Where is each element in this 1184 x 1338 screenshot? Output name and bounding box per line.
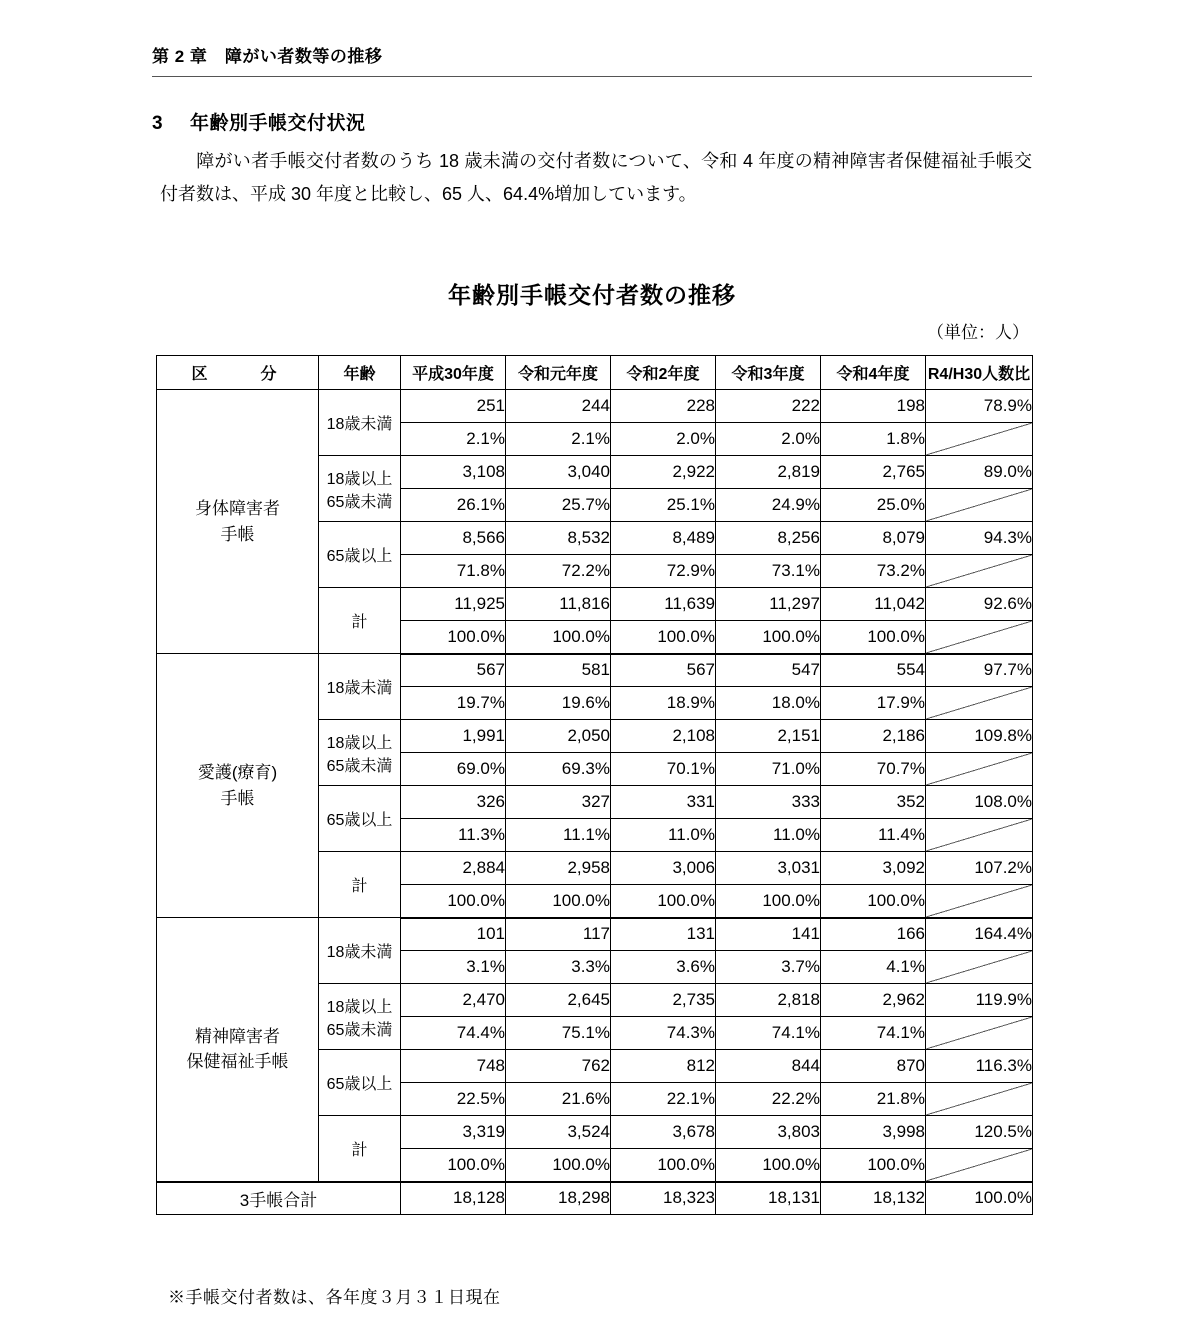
percent-cell: 2.1% bbox=[506, 423, 611, 456]
percent-cell: 11.0% bbox=[611, 819, 716, 852]
header-year-r2: 令和2年度 bbox=[611, 356, 716, 390]
percent-cell: 18.9% bbox=[611, 687, 716, 720]
ratio-cell: 164.4% bbox=[926, 918, 1033, 951]
count-cell: 222 bbox=[716, 390, 821, 423]
header-year-r1: 令和元年度 bbox=[506, 356, 611, 390]
percent-cell: 21.8% bbox=[821, 1083, 926, 1116]
ratio-cell: 97.7% bbox=[926, 654, 1033, 687]
count-cell: 11,297 bbox=[716, 588, 821, 621]
percent-cell: 3.1% bbox=[401, 951, 506, 984]
count-cell: 2,958 bbox=[506, 852, 611, 885]
percent-cell: 74.4% bbox=[401, 1017, 506, 1050]
slash-cell bbox=[926, 753, 1033, 786]
table-title: 年齢別手帳交付者数の推移 bbox=[448, 282, 736, 308]
percent-cell: 100.0% bbox=[611, 1149, 716, 1182]
table-header-row bbox=[157, 356, 1033, 390]
count-cell: 8,566 bbox=[401, 522, 506, 555]
count-cell: 2,819 bbox=[716, 456, 821, 489]
count-cell: 2,884 bbox=[401, 852, 506, 885]
percent-cell: 22.1% bbox=[611, 1083, 716, 1116]
age-cell: 計 bbox=[319, 1116, 401, 1182]
grand-total-count: 18,131 bbox=[716, 1182, 821, 1215]
header-kubun: 区 分 bbox=[157, 356, 319, 390]
percent-cell: 69.3% bbox=[506, 753, 611, 786]
count-cell: 547 bbox=[716, 654, 821, 687]
percent-cell: 18.0% bbox=[716, 687, 821, 720]
count-cell: 3,524 bbox=[506, 1116, 611, 1149]
ratio-cell: 108.0% bbox=[926, 786, 1033, 819]
percent-cell: 73.1% bbox=[716, 555, 821, 588]
percent-cell: 11.4% bbox=[821, 819, 926, 852]
count-cell: 2,962 bbox=[821, 984, 926, 1017]
percent-cell: 72.2% bbox=[506, 555, 611, 588]
count-cell: 117 bbox=[506, 918, 611, 951]
section-paragraph bbox=[160, 145, 1032, 212]
percent-cell: 3.7% bbox=[716, 951, 821, 984]
section-heading bbox=[152, 108, 366, 135]
count-cell: 3,678 bbox=[611, 1116, 716, 1149]
count-cell: 331 bbox=[611, 786, 716, 819]
age-cell: 18歳未満 bbox=[319, 654, 401, 720]
count-cell: 11,042 bbox=[821, 588, 926, 621]
count-cell: 2,050 bbox=[506, 720, 611, 753]
count-cell: 567 bbox=[611, 654, 716, 687]
percent-cell: 100.0% bbox=[401, 621, 506, 654]
paragraph-text: 障がい者手帳交付者数のうち 18 歳未満の交付者数について、令和 4 年度の精神障害者保健福祉手帳交付者数は、平成 30 年度と比較し、65 人、64.4%増加しています。 bbox=[160, 151, 1032, 205]
handbook-issuance-table bbox=[156, 355, 1033, 1215]
count-cell: 2,765 bbox=[821, 456, 926, 489]
header-year-r4: 令和4年度 bbox=[821, 356, 926, 390]
age-cell: 18歳未満 bbox=[319, 390, 401, 456]
ratio-cell: 116.3% bbox=[926, 1050, 1033, 1083]
percent-cell: 71.0% bbox=[716, 753, 821, 786]
slash-cell bbox=[926, 819, 1033, 852]
count-cell: 8,079 bbox=[821, 522, 926, 555]
chapter-header: 第 2 章 障がい者数等の推移 bbox=[152, 42, 1032, 77]
slash-cell bbox=[926, 621, 1033, 654]
percent-cell: 25.0% bbox=[821, 489, 926, 522]
count-cell: 581 bbox=[506, 654, 611, 687]
age-cell: 18歳以上 65歳未満 bbox=[319, 456, 401, 522]
percent-cell: 1.8% bbox=[821, 423, 926, 456]
slash-cell bbox=[926, 555, 1033, 588]
header-year-r3: 令和3年度 bbox=[716, 356, 821, 390]
percent-cell: 19.6% bbox=[506, 687, 611, 720]
ratio-cell: 119.9% bbox=[926, 984, 1033, 1017]
count-cell: 3,031 bbox=[716, 852, 821, 885]
percent-cell: 100.0% bbox=[821, 1149, 926, 1182]
ratio-cell: 89.0% bbox=[926, 456, 1033, 489]
ratio-cell: 92.6% bbox=[926, 588, 1033, 621]
slash-cell bbox=[926, 489, 1033, 522]
percent-cell: 100.0% bbox=[506, 885, 611, 918]
count-cell: 2,186 bbox=[821, 720, 926, 753]
grand-total-ratio: 100.0% bbox=[926, 1182, 1033, 1215]
count-cell: 870 bbox=[821, 1050, 926, 1083]
section-title: 年齢別手帳交付状況 bbox=[190, 113, 366, 134]
percent-cell: 25.7% bbox=[506, 489, 611, 522]
age-cell: 計 bbox=[319, 852, 401, 918]
table-row bbox=[157, 918, 1033, 951]
percent-cell: 100.0% bbox=[716, 621, 821, 654]
count-cell: 762 bbox=[506, 1050, 611, 1083]
percent-cell: 11.0% bbox=[716, 819, 821, 852]
percent-cell: 71.8% bbox=[401, 555, 506, 588]
count-cell: 101 bbox=[401, 918, 506, 951]
count-cell: 131 bbox=[611, 918, 716, 951]
table-row bbox=[157, 654, 1033, 687]
percent-cell: 100.0% bbox=[611, 885, 716, 918]
slash-cell bbox=[926, 423, 1033, 456]
count-cell: 8,532 bbox=[506, 522, 611, 555]
grand-total-count: 18,128 bbox=[401, 1182, 506, 1215]
count-cell: 3,998 bbox=[821, 1116, 926, 1149]
percent-cell: 100.0% bbox=[821, 621, 926, 654]
grand-total-label: 3手帳合計 bbox=[157, 1182, 401, 1215]
age-cell: 計 bbox=[319, 588, 401, 654]
count-cell: 1,991 bbox=[401, 720, 506, 753]
count-cell: 8,256 bbox=[716, 522, 821, 555]
count-cell: 2,470 bbox=[401, 984, 506, 1017]
percent-cell: 74.3% bbox=[611, 1017, 716, 1050]
percent-cell: 100.0% bbox=[611, 621, 716, 654]
percent-cell: 100.0% bbox=[401, 885, 506, 918]
percent-cell: 73.2% bbox=[821, 555, 926, 588]
percent-cell: 11.1% bbox=[506, 819, 611, 852]
percent-cell: 100.0% bbox=[401, 1149, 506, 1182]
percent-cell: 22.5% bbox=[401, 1083, 506, 1116]
slash-cell bbox=[926, 885, 1033, 918]
ratio-cell: 107.2% bbox=[926, 852, 1033, 885]
age-cell: 18歳以上 65歳未満 bbox=[319, 984, 401, 1050]
count-cell: 333 bbox=[716, 786, 821, 819]
percent-cell: 19.7% bbox=[401, 687, 506, 720]
table-body bbox=[157, 390, 1033, 1215]
category-cell-0: 身体障害者 手帳 bbox=[157, 390, 319, 654]
percent-cell: 11.3% bbox=[401, 819, 506, 852]
percent-cell: 100.0% bbox=[506, 1149, 611, 1182]
count-cell: 11,639 bbox=[611, 588, 716, 621]
age-cell: 18歳未満 bbox=[319, 918, 401, 984]
count-cell: 327 bbox=[506, 786, 611, 819]
grand-total-count: 18,298 bbox=[506, 1182, 611, 1215]
percent-cell: 3.6% bbox=[611, 951, 716, 984]
percent-cell: 3.3% bbox=[506, 951, 611, 984]
percent-cell: 24.9% bbox=[716, 489, 821, 522]
slash-cell bbox=[926, 1083, 1033, 1116]
count-cell: 812 bbox=[611, 1050, 716, 1083]
unit-note: （単位：人） bbox=[927, 323, 1029, 342]
count-cell: 748 bbox=[401, 1050, 506, 1083]
age-cell: 65歳以上 bbox=[319, 522, 401, 588]
count-cell: 3,006 bbox=[611, 852, 716, 885]
category-cell-1: 愛護(療育) 手帳 bbox=[157, 654, 319, 918]
section-number: 3 bbox=[152, 113, 164, 134]
count-cell: 141 bbox=[716, 918, 821, 951]
count-cell: 2,151 bbox=[716, 720, 821, 753]
count-cell: 228 bbox=[611, 390, 716, 423]
percent-cell: 72.9% bbox=[611, 555, 716, 588]
count-cell: 2,818 bbox=[716, 984, 821, 1017]
percent-cell: 69.0% bbox=[401, 753, 506, 786]
slash-cell bbox=[926, 1017, 1033, 1050]
age-cell: 65歳以上 bbox=[319, 786, 401, 852]
percent-cell: 4.1% bbox=[821, 951, 926, 984]
header-ratio: R4/H30人数比 bbox=[926, 356, 1033, 390]
count-cell: 2,108 bbox=[611, 720, 716, 753]
percent-cell: 2.1% bbox=[401, 423, 506, 456]
grand-total-count: 18,132 bbox=[821, 1182, 926, 1215]
count-cell: 352 bbox=[821, 786, 926, 819]
count-cell: 2,645 bbox=[506, 984, 611, 1017]
count-cell: 166 bbox=[821, 918, 926, 951]
percent-cell: 74.1% bbox=[716, 1017, 821, 1050]
count-cell: 3,092 bbox=[821, 852, 926, 885]
slash-cell bbox=[926, 687, 1033, 720]
count-cell: 326 bbox=[401, 786, 506, 819]
percent-cell: 26.1% bbox=[401, 489, 506, 522]
count-cell: 844 bbox=[716, 1050, 821, 1083]
count-cell: 198 bbox=[821, 390, 926, 423]
percent-cell: 17.9% bbox=[821, 687, 926, 720]
ratio-cell: 94.3% bbox=[926, 522, 1033, 555]
table-footnote: ※手帳交付者数は、各年度３月３１日現在 bbox=[168, 1288, 501, 1307]
age-cell: 65歳以上 bbox=[319, 1050, 401, 1116]
grand-total-count: 18,323 bbox=[611, 1182, 716, 1215]
count-cell: 554 bbox=[821, 654, 926, 687]
percent-cell: 100.0% bbox=[716, 885, 821, 918]
count-cell: 251 bbox=[401, 390, 506, 423]
header-age: 年齢 bbox=[319, 356, 401, 390]
ratio-cell: 120.5% bbox=[926, 1116, 1033, 1149]
ratio-cell: 78.9% bbox=[926, 390, 1033, 423]
ratio-cell: 109.8% bbox=[926, 720, 1033, 753]
count-cell: 11,925 bbox=[401, 588, 506, 621]
category-cell-2: 精神障害者 保健福祉手帳 bbox=[157, 918, 319, 1182]
grand-total-row bbox=[157, 1182, 1033, 1215]
count-cell: 3,803 bbox=[716, 1116, 821, 1149]
count-cell: 3,040 bbox=[506, 456, 611, 489]
count-cell: 244 bbox=[506, 390, 611, 423]
count-cell: 3,319 bbox=[401, 1116, 506, 1149]
count-cell: 567 bbox=[401, 654, 506, 687]
count-cell: 3,108 bbox=[401, 456, 506, 489]
count-cell: 11,816 bbox=[506, 588, 611, 621]
percent-cell: 2.0% bbox=[716, 423, 821, 456]
percent-cell: 75.1% bbox=[506, 1017, 611, 1050]
percent-cell: 70.7% bbox=[821, 753, 926, 786]
percent-cell: 22.2% bbox=[716, 1083, 821, 1116]
percent-cell: 70.1% bbox=[611, 753, 716, 786]
percent-cell: 2.0% bbox=[611, 423, 716, 456]
slash-cell bbox=[926, 1149, 1033, 1182]
header-year-h30: 平成30年度 bbox=[401, 356, 506, 390]
count-cell: 8,489 bbox=[611, 522, 716, 555]
percent-cell: 100.0% bbox=[716, 1149, 821, 1182]
percent-cell: 100.0% bbox=[821, 885, 926, 918]
percent-cell: 74.1% bbox=[821, 1017, 926, 1050]
count-cell: 2,735 bbox=[611, 984, 716, 1017]
slash-cell bbox=[926, 951, 1033, 984]
count-cell: 2,922 bbox=[611, 456, 716, 489]
age-cell: 18歳以上 65歳未満 bbox=[319, 720, 401, 786]
percent-cell: 25.1% bbox=[611, 489, 716, 522]
percent-cell: 100.0% bbox=[506, 621, 611, 654]
table-row bbox=[157, 390, 1033, 423]
percent-cell: 21.6% bbox=[506, 1083, 611, 1116]
